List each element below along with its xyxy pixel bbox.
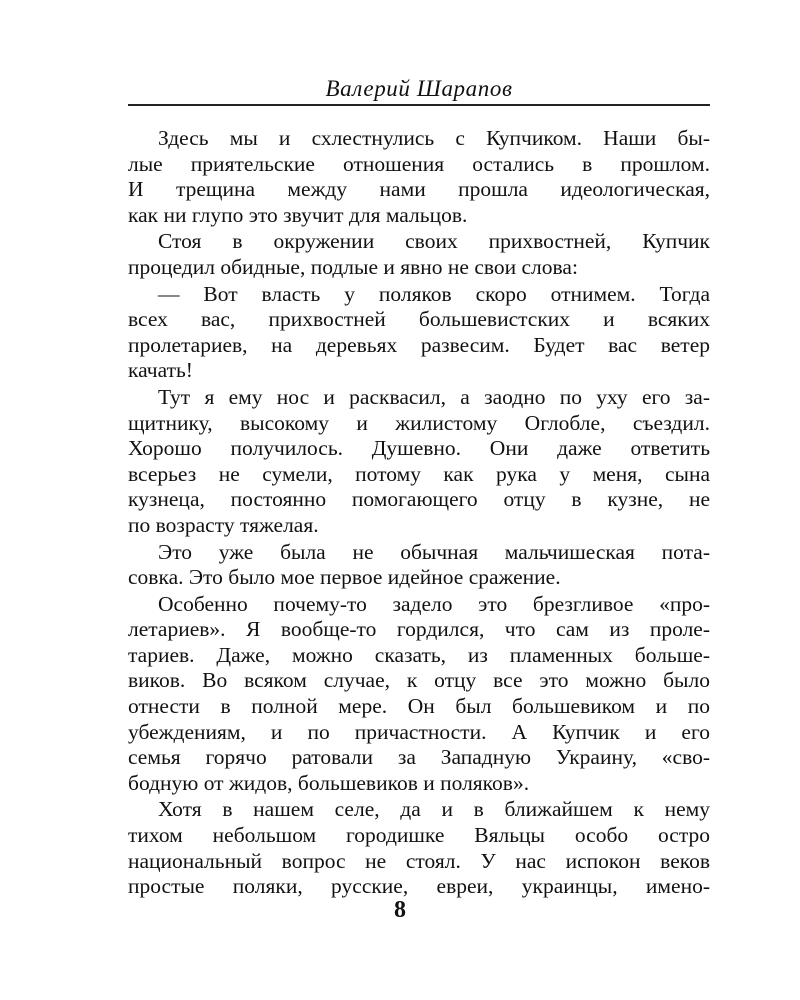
book-author-title: Валерий Шарапов [325,76,513,101]
paragraph [128,385,710,539]
paragraph [128,540,710,591]
text-line: совка. Это было мое первое идейное сражение. [128,565,561,590]
text-line: пролетариев, на деревьях развесим. Будет вас ветер [128,332,710,357]
text-line: всех вас, прихвостней большевистских и всяких [128,307,710,332]
page-number: 8 [394,897,406,923]
text-line: Это уже была не обычная мальчишеская пота- [158,539,710,564]
text-line: щитнику, высокому и жилистому Оглобле, съездил. [128,410,710,435]
text-line: процедил обидные, подлые и явно не свои слова: [128,254,578,279]
running-header [128,74,710,106]
text-line: — Вот власть у поляков скоро отнимем. Тогда [158,281,710,306]
text-line: семья горячо ратовали за Западную Украину, «сво- [128,745,710,770]
text-line: Особенно почему-то задело это брезгливое «про- [158,591,710,616]
text-line: всерьез не сумели, потому как рука у меня, сына [128,461,710,486]
paragraph [128,126,710,228]
text-line: летариев». Я вообще-то гордился, что сам из проле- [128,617,710,642]
text-line: тариев. Даже, можно сказать, из пламенных больше- [128,642,710,667]
text-line: кузнеца, постоянно помогающего отцу в кузне, не [128,487,710,512]
text-line: Хотя в нашем селе, да и в ближайшем к нему [158,797,710,822]
text-line: убеждениям, и по причастности. А Купчик и его [128,719,710,744]
text-line: национальный вопрос не стоял. У нас испокон веков [128,848,710,873]
paragraph [128,282,710,384]
text-line: виков. Во всяком случае, к отцу все это можно было [128,668,710,693]
page-body-text [128,126,710,901]
text-line: отнести в полной мере. Он был большевиком и по [128,694,710,719]
text-line: И трещина между нами прошла идеологическая, [128,177,710,202]
text-line: Стоя в окружении своих прихвостней, Купчик [158,229,710,254]
text-line: Хорошо получилось. Душевно. Они даже ответить [128,436,710,461]
text-line: тихом небольшом городишке Вяльцы особо остро [128,823,710,848]
text-line: по возрасту тяжелая. [128,512,319,537]
paragraph [128,592,710,797]
paragraph [128,229,710,280]
text-line: как ни глупо это звучит для мальцов. [128,202,468,227]
text-line: лые приятельские отношения остались в прошлом. [128,151,710,176]
text-line: Тут я ему нос и расквасил, а заодно по уху его за- [158,384,710,409]
paragraph [128,797,710,899]
text-line: качать! [128,358,193,383]
text-line: Здесь мы и схлестнулись с Купчиком. Наши бы- [158,126,710,150]
text-line: простые поляки, русские, евреи, украинцы, имено- [128,874,710,899]
text-line: бодную от жидов, большевиков и поляков». [128,770,530,795]
